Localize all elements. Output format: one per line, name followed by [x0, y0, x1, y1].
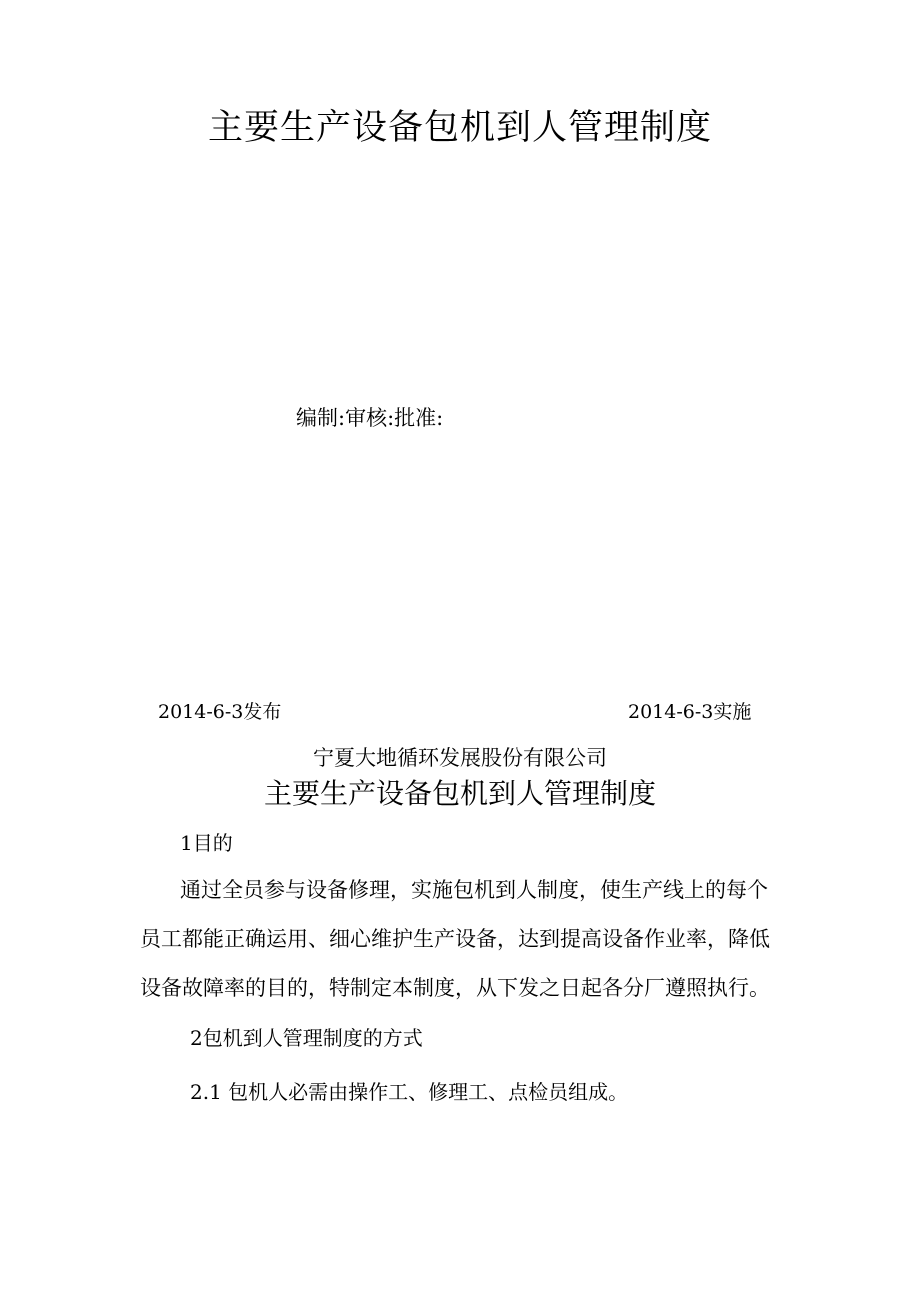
- paragraph-line: 设备故障率的目的，特制定本制度，从下发之日起各分厂遵照执行。: [140, 976, 770, 1000]
- approval-sign-line: 编制:审核:批准:: [296, 406, 444, 430]
- effective-date: 2014-6-3实施: [628, 701, 752, 723]
- cover-title: 主要生产设备包机到人管理制度: [207, 108, 712, 148]
- section-heading-purpose: 1目的: [180, 831, 233, 855]
- document-title: 主要生产设备包机到人管理制度: [263, 777, 656, 810]
- clause-2-1: 2.1 包机人必需由操作工、修理工、点检员组成。: [190, 1080, 629, 1104]
- company-name: 宁夏大地循环发展股份有限公司: [313, 746, 607, 770]
- paragraph-line: 员工都能正确运用、细心维护生产设备，达到提高设备作业率，降低: [140, 927, 770, 951]
- paragraph-line: 通过全员参与设备修理，实施包机到人制度，使生产线上的每个: [180, 878, 768, 902]
- section-heading-method: 2包机到人管理制度的方式: [190, 1026, 423, 1050]
- issue-date: 2014-6-3发布: [158, 701, 282, 723]
